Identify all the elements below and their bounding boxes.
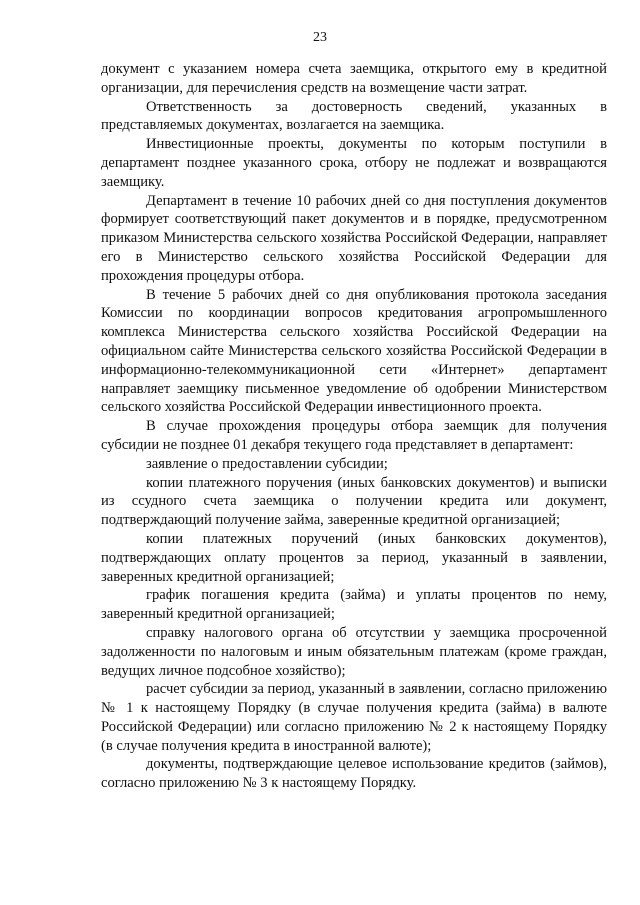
paragraph: В случае прохождения процедуры отбора заемщик для получения субсидии не позднее 01 декабря текущего года представляет в департамент: — [101, 418, 607, 453]
paragraph: В течение 5 рабочих дней со дня опубликования протокола заседания Комиссии по координации вопросов кредитования агропромышленного комплекса Министерства сельского хозяйства Российской Федерации на официальном сайте Министерства сельского хозяйства Российской Федерации в информационно-телекоммуникационной сети «Интернет» департамент направляет заемщику письменное уведомление об одобрении Министерством сельского хозяйства Российской Федерации инвестиционного проекта. — [101, 286, 607, 416]
paragraph: Ответственность за достоверность сведений, указанных в представляемых документах, возлагается на заемщика. — [101, 98, 607, 134]
list-item: справку налогового органа об отсутствии у заемщика просроченной задолженности по налоговым и иным обязательным платежам (кроме граждан, ведущих личное подсобное хозяйство); — [101, 624, 607, 679]
document-body — [101, 60, 607, 793]
list-item: заявление о предоставлении субсидии; — [146, 455, 388, 472]
list-item: расчет субсидии за период, указанный в заявлении, согласно приложению № 1 к настоящему Порядку (в случае получения кредита (займа) в валюте Российской Федерации) или согласно приложению № 2 к настоящему Порядку (в случае получения кредита в иностранной валюте); — [101, 681, 607, 754]
paragraph: Департамент в течение 10 рабочих дней со дня поступления документов формирует соответствующий пакет документов и в порядке, предусмотренном приказом Министерства сельского хозяйства Российской Федерации, направляет его в Министерство сельского хозяйства Российской Федерации для прохождения процедуры отбора. — [101, 192, 607, 284]
list-item: график погашения кредита (займа) и уплаты процентов по нему, заверенный кредитной организацией; — [101, 587, 607, 623]
list-item: копии платежного поручения (иных банковских документов) и выписки из ссудного счета заемщика о получении кредита или документ, подтверждающий получение займа, заверенные кредитной организацией; — [101, 474, 607, 529]
paragraph: Инвестиционные проекты, документы по которым поступили в департамент позднее указанного срока, отбору не подлежат и возвращаются заемщику. — [101, 136, 607, 190]
list-item: копии платежных поручений (иных банковских документов), подтверждающих оплату процентов за период, указанный в заявлении, заверенных кредитной организацией; — [101, 530, 607, 585]
page-number: 23 — [313, 30, 327, 45]
list-item: документы, подтверждающие целевое использование кредитов (займов), согласно приложению № 3 к настоящему Порядку. — [101, 756, 607, 792]
paragraph: документ с указанием номера счета заемщика, открытого ему в кредитной организации, для перечисления средств на возмещение части затрат. — [101, 61, 607, 96]
